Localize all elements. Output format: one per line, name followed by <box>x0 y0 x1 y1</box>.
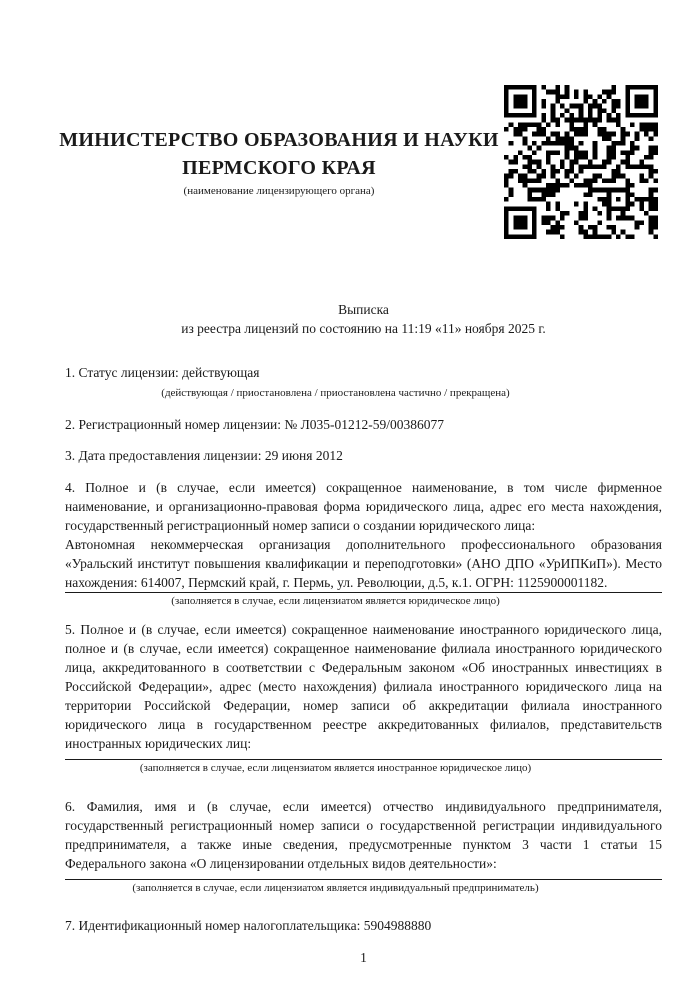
item-registration-number <box>65 415 662 434</box>
item-foreign-entity <box>65 620 662 775</box>
legal-entity-value: Автономная некоммерческая организация дополнительного профессионального образования «Уральский институт повышения квалификации и переподготовки» (АНО ДПО «УрИПКиП»). Место нахождения: 614007, Пермский край, г. Пермь, ул. Революции, д.5, к.1. ОГРН: 1125900001182. <box>65 537 662 590</box>
document-title-line1: Выписка <box>338 302 389 317</box>
item-license-status <box>65 363 662 400</box>
license-date-text: 3. Дата предоставления лицензии: 29 июня 2012 <box>65 448 343 463</box>
document-title <box>65 300 662 338</box>
item-individual-entrepreneur <box>65 797 662 895</box>
taxpayer-number-text: 7. Идентификационный номер налогоплательщика: 5904988880 <box>65 918 432 933</box>
individual-entrepreneur-caption: (заполняется в случае, если лицензиатом является индивидуальный предприниматель) <box>132 882 539 894</box>
document-body <box>65 0 662 967</box>
item-taxpayer-number <box>65 916 662 935</box>
individual-entrepreneur-text: 6. Фамилия, имя и (в случае, если имеется) отчество индивидуального предпринимателя, государственный регистрационный номер записи о государственной регистрации индивидуального предпринимателя, а также иные сведения, предусмотренные пунктом 3 части 1 статьи 15 Федерального закона «О лицензировании отдельных видов деятельности»: <box>65 799 662 871</box>
blank-field-line <box>65 592 662 593</box>
legal-entity-caption: (заполняется в случае, если лицензиатом является юридическое лицо) <box>171 595 500 607</box>
page-number: 1 <box>360 950 367 965</box>
blank-field-line <box>65 879 662 880</box>
registration-number-text: 2. Регистрационный номер лицензии: № Л035-01212-59/00386077 <box>65 417 445 432</box>
blank-field-line <box>65 759 662 760</box>
item-license-date <box>65 446 662 465</box>
foreign-entity-text: 5. Полное и (в случае, если имеется) сокращенное наименование иностранного юридического лица, полное и (в случае, если имеется) сокращенное наименование филиала иностранного юридического лица, аккредитованного в соответствии с Федеральным законом «Об иностранных инвестициях в Российской Федерации», адрес (место нахождения) филиала иностранного юридического лица на территории Российской Федерации, номер записи об аккредитации филиала иностранного юридического лица в государственном реестре аккредитованных филиалов, представительств иностранных юридических лиц: <box>65 622 662 751</box>
ministry-name-line1: МИНИСТЕРСТВО ОБРАЗОВАНИЯ И НАУКИ <box>59 129 499 151</box>
license-status-text: 1. Статус лицензии: действующая <box>65 365 260 380</box>
legal-entity-text: 4. Полное и (в случае, если имеется) сокращенное наименование, в том числе фирменное наименование, и организационно-правовая форма юридического лица, адрес его места нахождения, государственный регистрационный номер записи о создании юридического лица: <box>65 480 662 533</box>
document-title-line2: из реестра лицензий по состоянию на 11:19 «11» ноября 2025 г. <box>181 321 546 336</box>
license-status-caption: (действующая / приостановлена / приостановлена частично / прекращена) <box>161 387 510 399</box>
foreign-entity-caption: (заполняется в случае, если лицензиатом является иностранное юридическое лицо) <box>139 762 532 774</box>
ministry-name-line2: ПЕРМСКОГО КРАЯ <box>182 157 376 179</box>
ministry-caption: (наименование лицензирующего органа) <box>183 185 375 197</box>
item-legal-entity <box>65 478 662 608</box>
